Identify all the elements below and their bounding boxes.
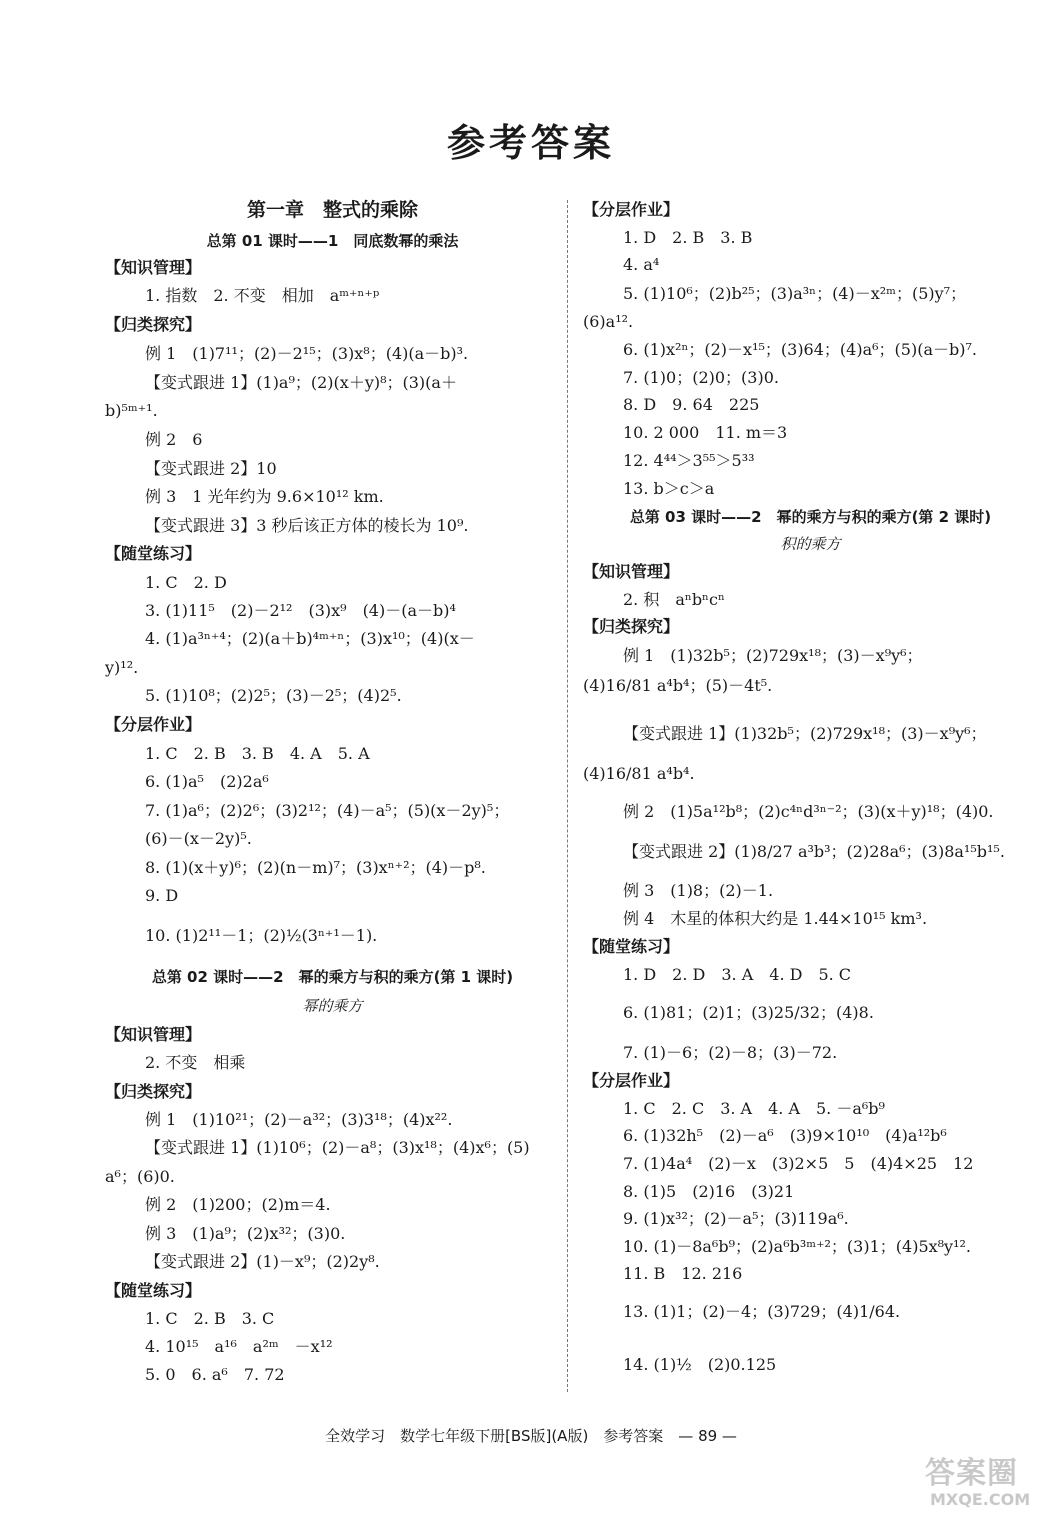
answer-line-continued: y)¹². [105,658,139,677]
answer-line: 1. 指数 2. 不变 相加 aᵐ⁺ⁿ⁺ᵖ [145,286,380,305]
section-heading: 【知识管理】 [105,258,202,277]
answer-line: 6. (1)x²ⁿ；(2)－x¹⁵；(3)64；(4)a⁶；(5)(a－b)⁷. [623,340,977,359]
watermark-text: 答案圈 [925,1456,1018,1491]
section-heading: 【知识管理】 [583,562,680,581]
answer-line: 8. (1)(x＋y)⁶；(2)(n－m)⁷；(3)xⁿ⁺²；(4)－p⁸. [145,858,486,877]
answer-line: 例 2 6 [145,430,203,449]
answer-line-continued: (6)a¹². [583,312,634,331]
lesson-heading: 总第 01 课时——1 同底数幂的乘法 [206,232,459,250]
answer-line: 【变式跟进 1】(1)10⁶；(2)－a⁸；(3)x¹⁸；(4)x⁶；(5) [145,1138,530,1157]
column-divider [567,200,568,1392]
answer-line: 【变式跟进 1】(1)a⁹；(2)(x＋y)⁸；(3)(a＋ [145,373,457,392]
answer-line: 10. (1)－8a⁶b⁹；(2)a⁶b³ᵐ⁺²；(3)1；(4)5x⁸y¹². [623,1237,972,1256]
answer-line: 4. (1)a³ⁿ⁺⁴；(2)(a＋b)⁴ᵐ⁺ⁿ；(3)x¹⁰；(4)(x－ [145,629,475,648]
answer-line: 9. D [145,886,179,905]
chapter-heading: 第一章 整式的乘除 [246,199,418,221]
section-heading: 【分层作业】 [583,1071,680,1090]
answer-line: 6. (1)a⁵ (2)2a⁶ [145,772,269,791]
lesson-heading: 总第 02 课时——2 幂的乘方与积的乘方(第 1 课时) [151,968,514,986]
answer-line: 1. C 2. D [145,573,227,592]
page-footer: 全效学习 数学七年级下册[BS版](A版) 参考答案 — 89 — [325,1427,737,1445]
answer-line: 例 2 (1)200；(2)m＝4. [145,1195,331,1214]
answer-line: 例 1 (1)32b⁵；(2)729x¹⁸；(3)－x⁹y⁶； [623,646,923,665]
section-heading: 【归类探究】 [105,315,202,334]
answer-line-continued: (4)16/81 a⁴b⁴. [583,764,695,783]
answer-line: 7. (1)－6；(2)－8；(3)－72. [623,1043,838,1062]
lesson-heading: 总第 03 课时——2 幂的乘方与积的乘方(第 2 课时) [629,508,992,526]
answer-line: 例 3 (1)a⁹；(2)x³²；(3)0. [145,1224,346,1243]
section-heading: 【随堂练习】 [105,544,202,563]
answer-line: 【变式跟进 2】(1)－x⁹；(2)2y⁸. [145,1252,380,1271]
answer-line: 1. D 2. B 3. B [623,228,753,247]
answer-line: 10. 2 000 11. m＝3 [623,423,788,442]
answer-line: 1. D 2. D 3. A 4. D 5. C [623,965,852,984]
answer-line: 【变式跟进 1】(1)32b⁵；(2)729x¹⁸；(3)－x⁹y⁶； [623,724,987,743]
answer-line: 2. 不变 相乘 [145,1053,246,1072]
answer-line: 6. (1)32h⁵ (2)－a⁶ (3)9×10¹⁰ (4)a¹²b⁶ [623,1126,947,1145]
answer-line: 1. C 2. B 3. B 4. A 5. A [145,744,370,763]
answer-line: 9. (1)x³²；(2)－a⁵；(3)119a⁶. [623,1209,849,1228]
lesson-subtitle: 幂的乘方 [302,997,363,1015]
section-heading: 【随堂练习】 [105,1281,202,1300]
answer-line: 8. (1)5 (2)16 (3)21 [623,1182,795,1201]
answer-line: 4. 10¹⁵ a¹⁶ a²ᵐ －x¹² [145,1337,333,1356]
lesson-subtitle: 积的乘方 [780,535,841,553]
answer-line: 13. (1)1；(2)－4；(3)729；(4)1/64. [623,1302,901,1321]
answer-line: 5. (1)10⁶；(2)b²⁵；(3)a³ⁿ；(4)－x²ᵐ；(5)y⁷； [623,284,967,303]
answer-line: 2. 积 aⁿbⁿcⁿ [623,590,725,609]
answer-line: 【变式跟进 3】3 秒后该正方体的棱长为 10⁹. [145,516,469,535]
watermark-logo [925,1448,1050,1510]
answer-line: 10. (1)2¹¹－1；(2)½(3ⁿ⁺¹－1). [145,926,378,945]
answer-line: 1. C 2. C 3. A 4. A 5. －a⁶b⁹ [623,1099,885,1118]
section-heading: 【随堂练习】 [583,937,680,956]
section-heading: 【归类探究】 [105,1082,202,1101]
answer-line: 7. (1)a⁶；(2)2⁶；(3)2¹²；(4)－a⁵；(5)(x－2y)⁵； [145,801,510,820]
answer-line: 1. C 2. B 3. C [145,1309,275,1328]
page-title: 参考答案 [446,121,615,165]
answer-line: 14. (1)½ (2)0.125 [623,1355,777,1374]
answer-line: 【变式跟进 2】(1)8/27 a³b³；(2)28a⁶；(3)8a¹⁵b¹⁵. [623,842,1005,861]
watermark-url: MXQE.COM [930,1490,1031,1509]
answer-line: 例 1 (1)10²¹；(2)－a³²；(3)3¹⁸；(4)x²². [145,1110,453,1129]
answer-line: 5. 0 6. a⁶ 7. 72 [145,1365,285,1384]
answer-line: 11. B 12. 216 [623,1264,743,1283]
answer-line-continued: (4)16/81 a⁴b⁴；(5)－4t⁵. [583,676,773,695]
section-heading: 【知识管理】 [105,1025,202,1044]
answer-line: 例 3 1 光年约为 9.6×10¹² km. [145,487,384,506]
answer-line: 例 2 (1)5a¹²b⁸；(2)c⁴ⁿd³ⁿ⁻²；(3)(x＋y)¹⁸；(4)0. [623,802,994,821]
answer-line: 7. (1)0；(2)0；(3)0. [623,368,779,387]
section-heading: 【分层作业】 [583,200,680,219]
section-heading: 【归类探究】 [583,617,680,636]
answer-line: 例 3 (1)8；(2)－1. [623,881,774,900]
section-heading: 【分层作业】 [105,715,202,734]
answer-line: 【变式跟进 2】10 [145,459,277,478]
answer-line: 13. b＞c＞a [623,479,715,498]
answer-line: 4. a⁴ [623,255,660,274]
answer-line-continued: b)⁵ᵐ⁺¹. [105,401,158,420]
answer-line: 6. (1)81；(2)1；(3)25/32；(4)8. [623,1003,874,1022]
answer-line: 7. (1)4a⁴ (2)－x (3)2×5 5 (4)4×25 12 [623,1154,974,1173]
answer-line: 3. (1)11⁵ (2)－2¹² (3)x⁹ (4)－(a－b)⁴ [145,601,456,620]
answer-line-continued: a⁶；(6)0. [105,1167,175,1186]
answer-line: 例 1 (1)7¹¹；(2)－2¹⁵；(3)x⁸；(4)(a－b)³. [145,344,469,363]
answer-line: 8. D 9. 64 225 [623,395,760,414]
answer-line: (6)－(x－2y)⁵. [145,829,252,848]
answer-line: 例 4 木星的体积大约是 1.44×10¹⁵ km³. [623,909,928,928]
answer-line: 5. (1)10⁸；(2)2⁵；(3)－2⁵；(4)2⁵. [145,686,402,705]
answer-line: 12. 4⁴⁴＞3⁵⁵＞5³³ [623,451,755,470]
